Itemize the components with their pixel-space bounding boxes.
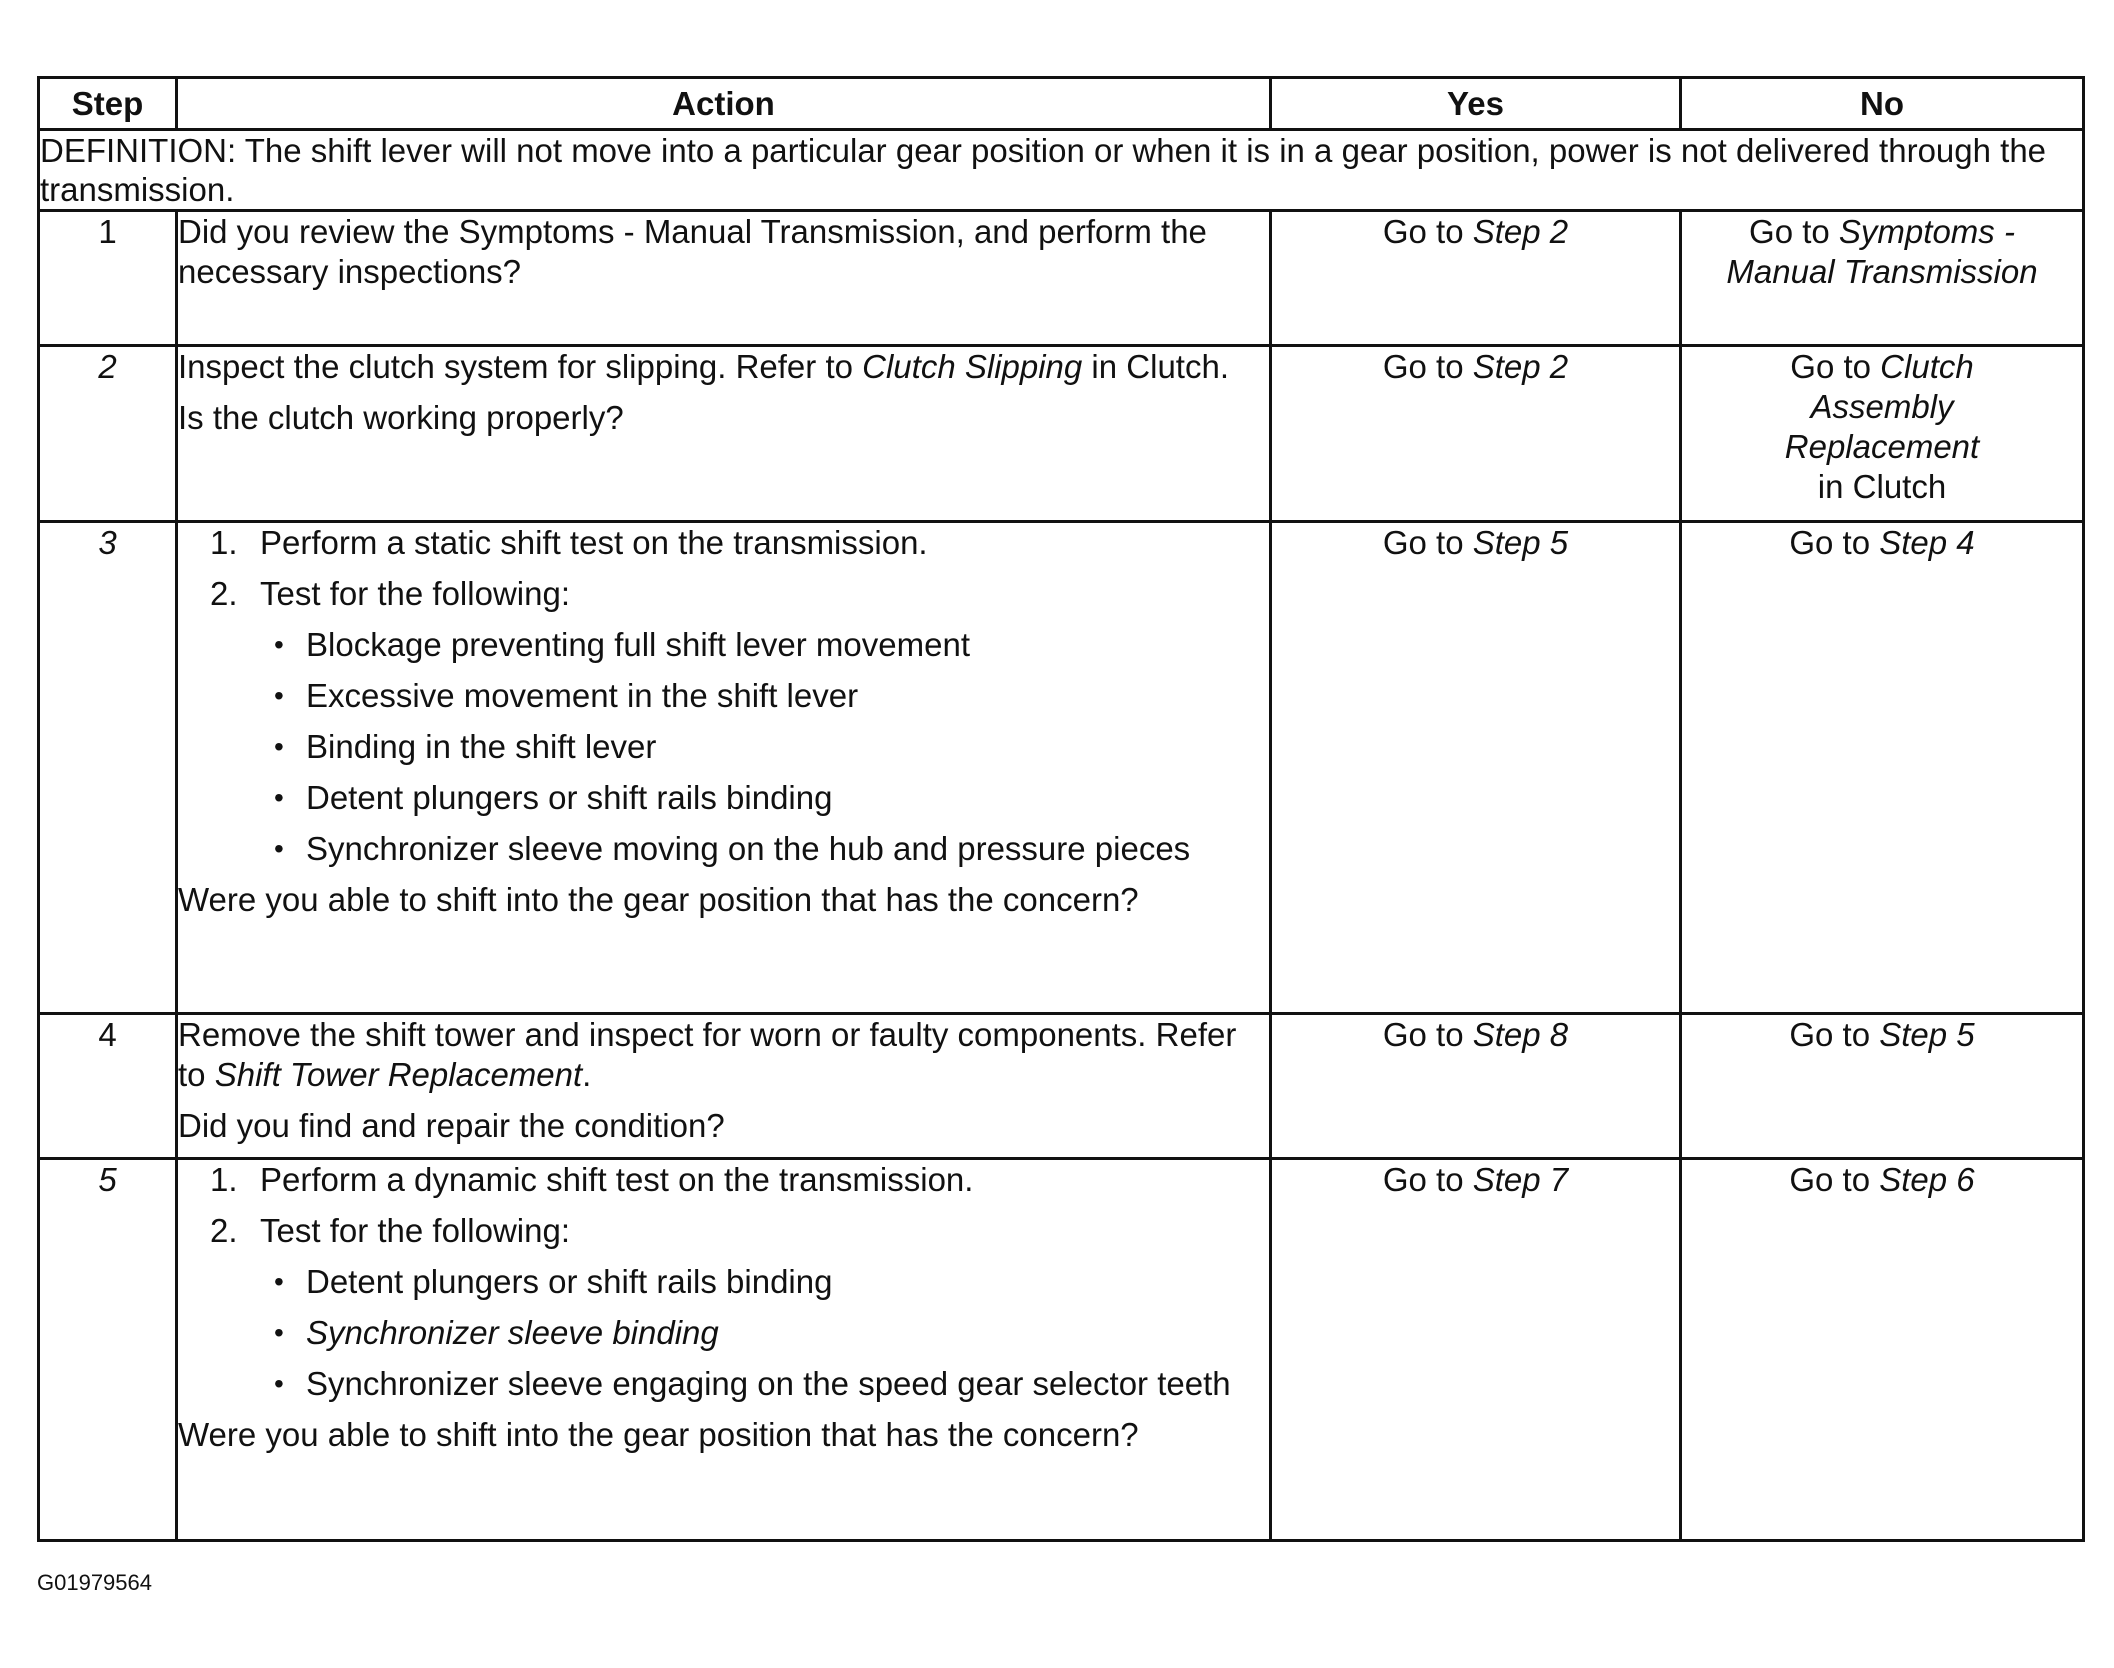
action-text: Did you review the Symptoms - Manual Transmission, and perform the necessary inspections? <box>178 213 1207 290</box>
yes-cell <box>1271 211 1681 346</box>
action-text <box>178 1015 1269 1095</box>
table-row <box>39 522 2084 1014</box>
bullet-text: Excessive movement in the shift lever <box>306 677 859 714</box>
bullet-icon: • <box>274 782 284 813</box>
action-text <box>178 347 1269 387</box>
action-cell <box>177 1014 1271 1159</box>
no-ref-link-cont[interactable]: Assembly <box>1810 388 1954 425</box>
bullet-icon: • <box>274 680 284 711</box>
step-number: 2 <box>39 346 177 522</box>
bullet-text: Detent plungers or shift rails binding <box>306 1263 833 1300</box>
bullet-text: Detent plungers or shift rails binding <box>306 779 833 816</box>
numbered-item-text: Perform a dynamic shift test on the transmission. <box>260 1161 974 1198</box>
bullet-item <box>274 1313 1269 1353</box>
no-cell <box>1681 211 2084 346</box>
action-suffix: . <box>582 1056 592 1093</box>
bullet-text: Synchronizer sleeve moving on the hub and pressure pieces <box>306 830 1191 867</box>
bullet-item <box>274 676 1269 716</box>
no-step-link[interactable]: Step 6 <box>1879 1161 1975 1198</box>
bullet-item <box>274 778 1269 818</box>
action-question: Did you find and repair the condition? <box>178 1107 725 1144</box>
yes-cell <box>1271 1159 1681 1541</box>
no-cell <box>1681 1014 2084 1159</box>
bullet-icon: • <box>274 731 284 762</box>
bullet-item <box>274 829 1269 869</box>
yes-prefix: Go to <box>1382 348 1473 385</box>
numbered-item: 2. Test for the following: <box>210 1212 570 1249</box>
table-row <box>39 346 2084 522</box>
action-ref-link[interactable]: Clutch Slipping <box>862 348 1083 385</box>
yes-step-link[interactable]: Step 2 <box>1472 213 1569 250</box>
no-prefix: Go to <box>1749 213 1839 250</box>
no-prefix: Go to <box>1789 1161 1880 1198</box>
yes-step-link[interactable]: Step 8 <box>1472 1016 1569 1053</box>
bullet-item <box>274 625 1269 665</box>
bullet-item <box>274 1364 1269 1404</box>
bullet-text: Binding in the shift lever <box>306 728 657 765</box>
bullet-icon: • <box>274 1368 284 1399</box>
bullet-icon: • <box>274 1266 284 1297</box>
numbered-item-text: Perform a static shift test on the transmission. <box>260 524 928 561</box>
bullet-text: Synchronizer sleeve binding <box>306 1314 719 1351</box>
no-suffix: in Clutch <box>1817 468 1947 505</box>
yes-cell <box>1271 346 1681 522</box>
yes-prefix: Go to <box>1382 213 1473 250</box>
yes-prefix: Go to <box>1382 1016 1473 1053</box>
table-row <box>39 211 2084 346</box>
header-row <box>39 78 2084 130</box>
action-question: Were you able to shift into the gear position that has the concern? <box>178 881 1139 918</box>
yes-step-link[interactable]: Step 7 <box>1472 1161 1569 1198</box>
bullet-text: Synchronizer sleeve engaging on the speed gear selector teeth <box>306 1365 1231 1402</box>
yes-prefix: Go to <box>1382 524 1473 561</box>
bullet-icon: • <box>274 629 284 660</box>
figure-id-caption: G01979564 <box>37 1570 152 1595</box>
numbered-item: 1. Perform a static shift test on the transmission. <box>210 524 928 561</box>
bullet-icon: • <box>274 1317 284 1348</box>
no-ref-link-cont[interactable]: Replacement <box>1784 428 1980 465</box>
header-no: No <box>1681 78 2084 130</box>
no-prefix: Go to <box>1790 348 1881 385</box>
step-number: 4 <box>39 1014 177 1159</box>
bullet-text: Blockage preventing full shift lever movement <box>306 626 970 663</box>
header-yes: Yes <box>1271 78 1681 130</box>
numbered-item-text: Test for the following: <box>260 575 570 612</box>
no-prefix: Go to <box>1789 1016 1880 1053</box>
no-ref-link-cont[interactable]: Manual Transmission <box>1726 253 2038 290</box>
action-suffix: in Clutch. <box>1082 348 1229 385</box>
step-number: 3 <box>39 522 177 1014</box>
diagnostic-table <box>37 76 2085 1542</box>
no-step-link[interactable]: Step 5 <box>1879 1016 1975 1053</box>
no-step-link[interactable]: Step 4 <box>1879 524 1975 561</box>
action-cell <box>177 211 1271 346</box>
numbered-item: 1. Perform a dynamic shift test on the transmission. <box>210 1161 974 1198</box>
action-ref-link[interactable]: Shift Tower Replacement <box>214 1056 583 1093</box>
numbered-item-text: Test for the following: <box>260 1212 570 1249</box>
bullet-item <box>274 1262 1269 1302</box>
no-ref-link[interactable]: Clutch <box>1880 348 1974 385</box>
action-question: Were you able to shift into the gear position that has the concern? <box>178 1416 1139 1453</box>
header-action: Action <box>177 78 1271 130</box>
definition-row <box>39 130 2084 211</box>
bullet-icon: • <box>274 833 284 864</box>
bullet-item <box>274 727 1269 767</box>
table-row <box>39 1014 2084 1159</box>
action-cell <box>177 522 1271 1014</box>
action-prefix: Remove the shift tower and inspect for worn or faulty components. Refer to <box>178 1016 1237 1093</box>
step-number: 1 <box>39 211 177 346</box>
step-number: 5 <box>39 1159 177 1541</box>
action-cell <box>177 346 1271 522</box>
no-cell <box>1681 1159 2084 1541</box>
action-prefix: Inspect the clutch system for slipping. Refer to <box>178 348 863 385</box>
no-ref-link[interactable]: Symptoms - <box>1838 213 2015 250</box>
no-cell <box>1681 522 2084 1014</box>
table-row <box>39 1159 2084 1541</box>
no-prefix: Go to <box>1789 524 1880 561</box>
numbered-item: 2. Test for the following: <box>210 575 570 612</box>
no-cell <box>1681 346 2084 522</box>
yes-step-link[interactable]: Step 2 <box>1472 348 1569 385</box>
action-cell <box>177 1159 1271 1541</box>
yes-step-link[interactable]: Step 5 <box>1472 524 1569 561</box>
yes-cell <box>1271 1014 1681 1159</box>
header-step: Step <box>39 78 177 130</box>
yes-prefix: Go to <box>1382 1161 1473 1198</box>
yes-cell <box>1271 522 1681 1014</box>
definition-text: DEFINITION: The shift lever will not move into a particular gear position or when it is in a gear position, power is not delivered through the transmission. <box>39 130 2084 211</box>
action-question: Is the clutch working properly? <box>178 399 624 436</box>
